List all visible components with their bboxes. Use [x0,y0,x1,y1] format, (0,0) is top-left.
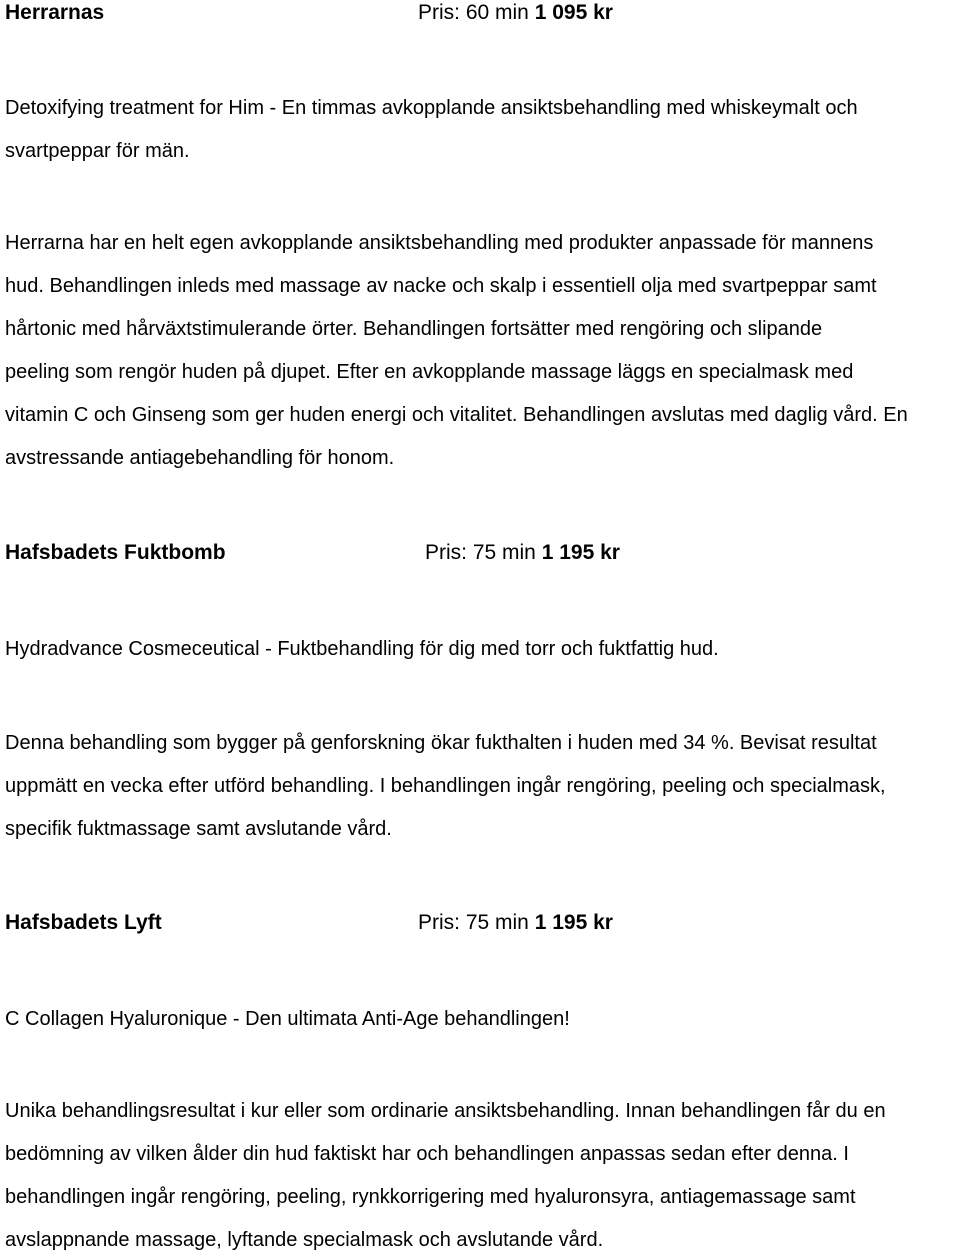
price-amount: 1 095 kr [534,1,613,24]
price-amount: 1 195 kr [541,541,620,564]
section-body-line: behandlingen ingår rengöring, peeling, rynkkorrigering med hyaluronsyra, antiagemassage samt [5,1186,856,1208]
section-body-line: hårtonic med hårväxtstimulerande örter. Behandlingen fortsätter med rengöring och slipande [5,318,823,340]
section-body-line: uppmätt en vecka efter utförd behandling. I behandlingen ingår rengöring, peeling och specialmask, [5,775,886,797]
section-price [418,911,613,935]
section-subtitle: svartpeppar för män. [5,140,190,162]
section-body-line: avslappnande massage, lyftande specialmask och avslutande vård. [5,1229,604,1251]
section-body-line: Herrarna har en helt egen avkopplande ansiktsbehandling med produkter anpassade för mannens [5,232,874,254]
section-price [425,541,620,565]
section-body-line: hud. Behandlingen inleds med massage av nacke och skalp i essentiell olja med svartpeppar samt [5,275,877,297]
section-subtitle: C Collagen Hyaluronique - Den ultimata Anti-Age behandlingen! [5,1008,570,1030]
section-body-line: peeling som rengör huden på djupet. Efter en avkopplande massage läggs en specialmask med [5,361,854,383]
price-duration: Pris: 75 min [425,541,536,564]
section-subtitle: Detoxifying treatment for Him - En timmas avkopplande ansiktsbehandling med whiskeymalt och [5,97,858,119]
section-title: Herrarnas [5,1,105,24]
section-body-line: vitamin C och Ginseng som ger huden energi och vitalitet. Behandlingen avslutas med daglig vård. En [5,404,908,426]
section-title: Hafsbadets Lyft [5,911,162,934]
section-price [418,1,613,25]
section-body-line: Unika behandlingsresultat i kur eller som ordinarie ansiktsbehandling. Innan behandlingen får du en [5,1100,886,1122]
section-body-line: specifik fuktmassage samt avslutande vård. [5,818,392,840]
section-subtitle: Hydradvance Cosmeceutical - Fuktbehandling för dig med torr och fuktfattig hud. [5,638,719,660]
price-duration: Pris: 75 min [418,911,529,934]
section-body-line: avstressande antiagebehandling för honom. [5,447,395,469]
section-title: Hafsbadets Fuktbomb [5,541,226,564]
price-amount: 1 195 kr [534,911,613,934]
section-body-line: Denna behandling som bygger på genforskning ökar fukthalten i huden med 34 %. Bevisat resultat [5,732,877,754]
price-duration: Pris: 60 min [418,1,529,24]
section-body-line: bedömning av vilken ålder din hud faktiskt har och behandlingen anpassas sedan efter denna. I [5,1143,849,1165]
